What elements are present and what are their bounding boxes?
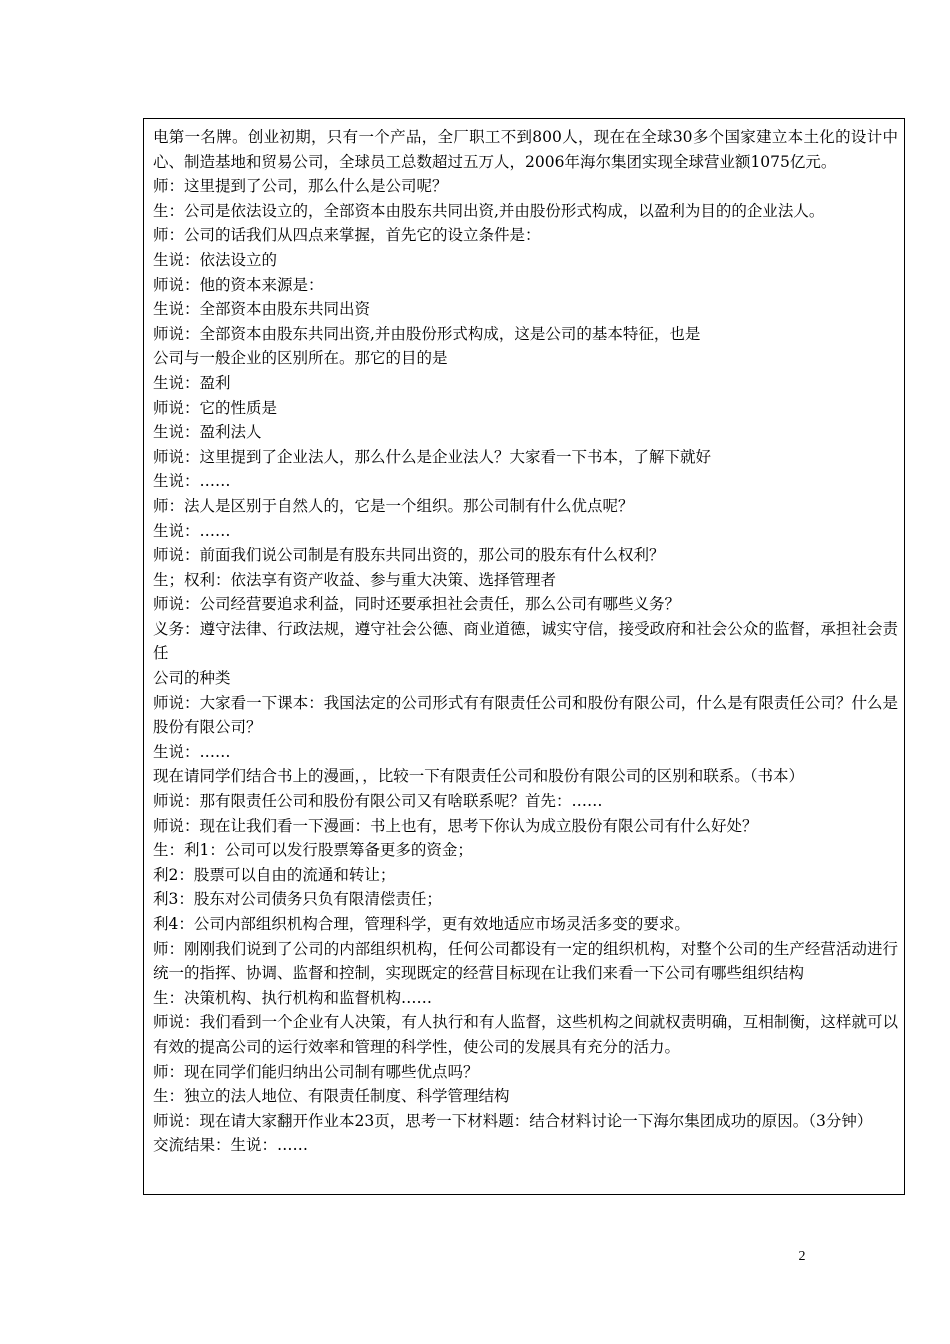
text-line: 师说：全部资本由股东共同出资,并由股份形式构成，这是公司的基本特征，也是 <box>153 324 701 343</box>
document-table-cell <box>143 118 905 1195</box>
text-line: 生说：全部资本由股东共同出资 <box>153 300 371 319</box>
text-line: 生：独立的法人地位、有限责任制度、科学管理结构 <box>153 1087 510 1106</box>
text-line: 生：公司是依法设立的，全部资本由股东共同出资,并由股份形式构成，以盈利为目的的企业法人。 <box>153 201 825 220</box>
text-line: 师：公司的话我们从四点来掌握，首先它的设立条件是： <box>153 226 541 245</box>
text-line: 生说：依法设立的 <box>153 250 278 269</box>
text-line: 师说：现在请大家翻开作业本23页，思考一下材料题：结合材料讨论一下海尔集团成功的原因。（3分钟） <box>153 1111 873 1130</box>
text-line: 生：决策机构、执行机构和监督机构…… <box>153 988 433 1007</box>
text-line: 师：刚刚我们说到了公司的内部组织机构，任何公司都设有一定的组织机构，对整个公司的生产经营活动进行统一的指挥、协调、监督和控制，实现既定的经营目标现在让我们来看一下公司有哪些组织结构 <box>153 939 898 983</box>
text-line: 师说：大家看一下课本：我国法定的公司形式有有限责任公司和股份有限公司，什么是有限责任公司？什么是股份有限公司？ <box>153 693 898 737</box>
text-line: 师说：这里提到了企业法人，那么什么是企业法人？大家看一下书本，了解下就好 <box>153 447 712 466</box>
text-line: 师说：我们看到一个企业有人决策，有人执行和有人监督，这些机构之间就权责明确，互相制衡，这样就可以有效的提高公司的运行效率和管理的科学性，使公司的发展具有充分的活力。 <box>153 1013 898 1056</box>
text-line: 交流结果：生说：…… <box>153 1136 309 1155</box>
text-line: 生说：盈利法人 <box>153 423 262 442</box>
text-line: 师说：公司经营要追求利益，同时还要承担社会责任，那么公司有哪些义务？ <box>153 595 681 614</box>
page-number: 2 <box>798 1249 806 1264</box>
text-line: 生：利1：公司可以发行股票筹备更多的资金； <box>153 841 473 860</box>
text-line: 义务：遵守法律、行政法规，遵守社会公德、商业道德，诚实守信，接受政府和社会公众的监督，承担社会责任 <box>153 619 898 663</box>
text-line: 生说：…… <box>153 742 231 761</box>
text-line: 师：现在同学们能归纳出公司制有哪些优点吗？ <box>153 1062 479 1081</box>
text-line: 利4：公司内部组织机构合理，管理科学，更有效地适应市场灵活多变的要求。 <box>153 915 690 933</box>
section-heading: 公司的种类 <box>153 669 231 688</box>
text-line: 生；权利：依法享有资产收益、参与重大决策、选择管理者 <box>153 570 557 589</box>
text-line: 电第一名牌。创业初期，只有一个产品，全厂职工不到800人，现在在全球30多个国家建立本土化的设计中心、制造基地和贸易公司，全球员工总数超过五万人，2006年海尔集团实现全球营业额1075亿元。 <box>153 128 898 171</box>
text-line: 师说：他的资本来源是： <box>153 275 324 294</box>
text-line: 公司与一般企业的区别所在。那它的目的是 <box>153 349 448 368</box>
text-line: 师：法人是区别于自然人的，它是一个组织。那公司制有什么优点呢？ <box>153 496 634 515</box>
text-line: 利2：股票可以自由的流通和转让； <box>153 865 396 884</box>
text-line: 师说：那有限责任公司和股份有限公司又有啥联系呢？首先：…… <box>153 792 603 811</box>
text-line: 师说：前面我们说公司制是有股东共同出资的，那公司的股东有什么权利？ <box>153 546 665 565</box>
text-line: 师说：它的性质是 <box>153 398 278 417</box>
text-line: 生说：…… <box>153 521 231 540</box>
text-line: 生说：…… <box>153 472 231 491</box>
text-line: 师说：现在让我们看一下漫画：书上也有，思考下你认为成立股份有限公司有什么好处？ <box>153 816 758 835</box>
text-line: 现在请同学们结合书上的漫画，，比较一下有限责任公司和股份有限公司的区别和联系。（书本） <box>153 767 805 786</box>
text-line: 利3：股东对公司债务只负有限清偿责任； <box>153 890 442 909</box>
text-line: 生说：盈利 <box>153 373 231 392</box>
text-line: 师：这里提到了公司，那么什么是公司呢？ <box>153 177 448 196</box>
